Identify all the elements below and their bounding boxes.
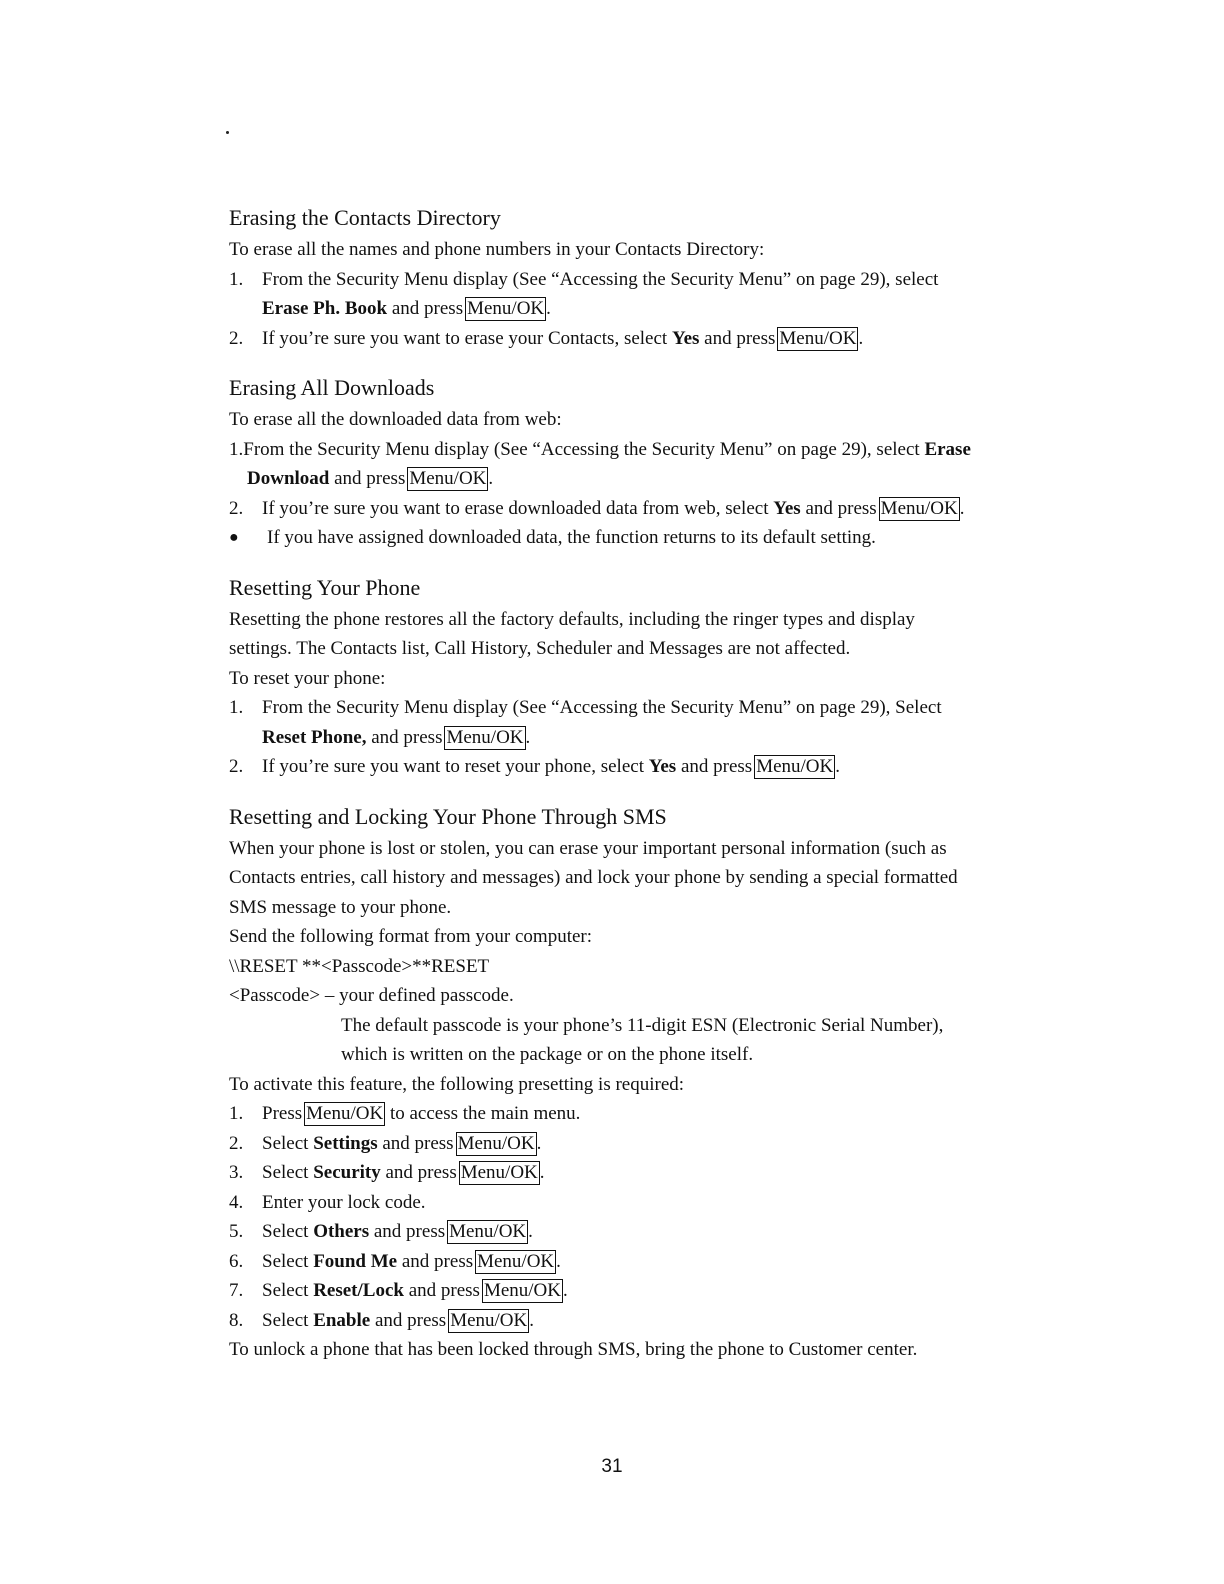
menu-option: Yes (773, 497, 801, 519)
step-number: 2. (229, 327, 244, 349)
step-text: . (529, 1309, 535, 1331)
menu-option: Others (313, 1221, 370, 1242)
period: . (959, 497, 965, 519)
menu-option: Enable (313, 1309, 371, 1331)
section-title: Resetting and Locking Your Phone Through SMS (229, 803, 667, 829)
step-number: 1. (229, 697, 244, 718)
step-text: and press (805, 497, 877, 519)
step-1 (229, 435, 1049, 494)
note-item (229, 523, 1049, 553)
step-text: . (528, 1221, 533, 1242)
step-text: Select (262, 1162, 309, 1183)
document-body (229, 203, 1049, 1385)
step-text: Select (262, 1280, 309, 1301)
section-intro: settings. The Contacts list, Call History, Scheduler and Messages are not affected. (229, 638, 851, 659)
step-text: If you’re sure you want to reset your phone, select (262, 756, 644, 777)
step-number: 7. (229, 1280, 244, 1301)
step-text: . (563, 1280, 568, 1301)
section-intro: Contacts entries, call history and messages) and lock your phone by sending a special formatted (229, 867, 958, 888)
presetting-step (229, 1158, 1049, 1188)
step-text: If you’re sure you want to erase downloaded data from web, select (262, 497, 769, 519)
section-erase-contacts (229, 203, 1049, 353)
section-title: Erasing All Downloads (229, 375, 435, 400)
menu-ok-key: Menu/OK (779, 327, 857, 349)
step-text: and press (391, 298, 464, 319)
menu-ok-key: Menu/OK (306, 1103, 384, 1124)
step-text: Select (262, 1250, 309, 1272)
step-text: . (556, 1250, 561, 1272)
menu-option: Reset Phone, (262, 726, 367, 748)
menu-option: Erase Ph. Book (262, 298, 388, 319)
step-text: and press (371, 726, 443, 748)
menu-ok-key: Menu/OK (477, 1250, 555, 1272)
section-reset-phone (229, 573, 1049, 782)
section-intro: When your phone is lost or stolen, you can erase your important personal information (such as (229, 837, 947, 859)
period: . (488, 468, 494, 489)
section-intro: SMS message to your phone. (229, 896, 452, 918)
step-1 (229, 693, 1049, 752)
step-number: 5. (229, 1221, 244, 1242)
page-number: 31 (601, 1456, 623, 1477)
passcode-definition: <Passcode> – your defined passcode. (229, 985, 514, 1006)
menu-ok-key: Menu/OK (409, 468, 487, 489)
menu-ok-key: Menu/OK (467, 298, 545, 319)
step-text: and press (374, 1309, 447, 1331)
menu-option: Yes (671, 327, 700, 349)
stray-mark (226, 131, 229, 134)
step-number: 2. (229, 1132, 244, 1154)
default-passcode-note: The default passcode is your phone’s 11-digit ESN (Electronic Serial Number), (341, 1014, 944, 1036)
closing-note: To unlock a phone that has been locked through SMS, bring the phone to Customer center. (229, 1339, 918, 1360)
step-number: 8. (229, 1309, 244, 1331)
step-text: and press (373, 1221, 446, 1242)
step-text: and press (334, 468, 406, 489)
menu-option: Reset/Lock (313, 1280, 404, 1301)
step-text: Select (262, 1309, 309, 1331)
format-intro: Send the following format from your computer: (229, 926, 593, 947)
menu-ok-key: Menu/OK (880, 497, 958, 519)
presetting-step (229, 1247, 1049, 1277)
menu-ok-key: Menu/OK (449, 1221, 527, 1242)
menu-ok-key: Menu/OK (457, 1132, 535, 1154)
section-intro: To erase all the names and phone numbers in your Contacts Directory: (229, 239, 765, 260)
menu-ok-key: Menu/OK (460, 1162, 538, 1183)
step-number: 4. (229, 1191, 244, 1213)
menu-option: Yes (648, 756, 677, 777)
section-title: Erasing the Contacts Directory (229, 205, 501, 230)
bullet-icon: ● (229, 529, 239, 546)
menu-ok-key: Menu/OK (756, 756, 834, 777)
step-text: . (539, 1162, 545, 1183)
step-2 (229, 752, 1049, 782)
step-text: and press (408, 1280, 480, 1301)
presetting-step (229, 1188, 1049, 1218)
step-number: 2. (229, 756, 244, 777)
presetting-step (229, 1276, 1049, 1306)
step-text: Select (262, 1132, 309, 1154)
section-intro: Resetting the phone restores all the factory defaults, including the ringer types and display (229, 608, 915, 630)
period: . (546, 298, 551, 319)
section-intro: To reset your phone: (229, 667, 386, 689)
period: . (858, 327, 864, 349)
period: . (835, 756, 840, 777)
step-text: Enter your lock code. (262, 1191, 426, 1213)
step-text: Select (262, 1221, 309, 1242)
presetting-step (229, 1306, 1049, 1336)
step-number: 3. (229, 1162, 244, 1183)
step-text: and press (382, 1132, 454, 1154)
menu-ok-key: Menu/OK (450, 1309, 528, 1331)
sms-format: \\RESET **<Passcode>**RESET (229, 955, 490, 977)
step-number: 6. (229, 1250, 244, 1272)
presetting-step (229, 1129, 1049, 1159)
step-number: 1. (229, 1103, 244, 1124)
period: . (525, 726, 531, 748)
step-text: If you’re sure you want to erase your Contacts, select (262, 327, 668, 349)
step-text: and press (704, 327, 776, 349)
menu-option: Erase (924, 438, 971, 460)
menu-option: Security (313, 1162, 381, 1183)
menu-option: Download (247, 468, 330, 489)
step-text: Press (262, 1103, 303, 1124)
menu-ok-key: Menu/OK (483, 1280, 561, 1301)
indent (229, 468, 247, 489)
step-1 (229, 265, 1049, 324)
step-text: 1.From the Security Menu display (See “Accessing the Security Menu” on page 29), select (229, 438, 920, 460)
step-text: and press (385, 1162, 457, 1183)
menu-option: Settings (313, 1132, 378, 1154)
step-number: 2. (229, 497, 244, 519)
section-intro: To erase all the downloaded data from web: (229, 409, 562, 430)
presetting-steps (229, 1099, 1049, 1335)
presetting-step (229, 1099, 1049, 1129)
section-title: Resetting Your Phone (229, 574, 421, 600)
step-text: and press (680, 756, 753, 777)
activate-intro: To activate this feature, the following presetting is required: (229, 1073, 685, 1095)
step-2 (229, 494, 1049, 524)
step-2 (229, 324, 1049, 354)
step-text: From the Security Menu display (See “Accessing the Security Menu” on page 29), Select (262, 697, 942, 718)
section-erase-downloads (229, 373, 1049, 553)
step-text: From the Security Menu display (See “Accessing the Security Menu” on page 29), select (262, 268, 939, 290)
section-sms-reset (229, 802, 1049, 1365)
presetting-step (229, 1217, 1049, 1247)
default-passcode-note: which is written on the package or on the phone itself. (341, 1044, 754, 1065)
note-text: If you have assigned downloaded data, the function returns to its default setting. (267, 527, 876, 548)
step-number: 1. (229, 268, 244, 290)
step-text: . (536, 1132, 542, 1154)
menu-ok-key: Menu/OK (446, 726, 524, 748)
step-text: to access the main menu. (389, 1103, 581, 1124)
menu-option: Found Me (313, 1250, 398, 1272)
step-text: and press (401, 1250, 474, 1272)
